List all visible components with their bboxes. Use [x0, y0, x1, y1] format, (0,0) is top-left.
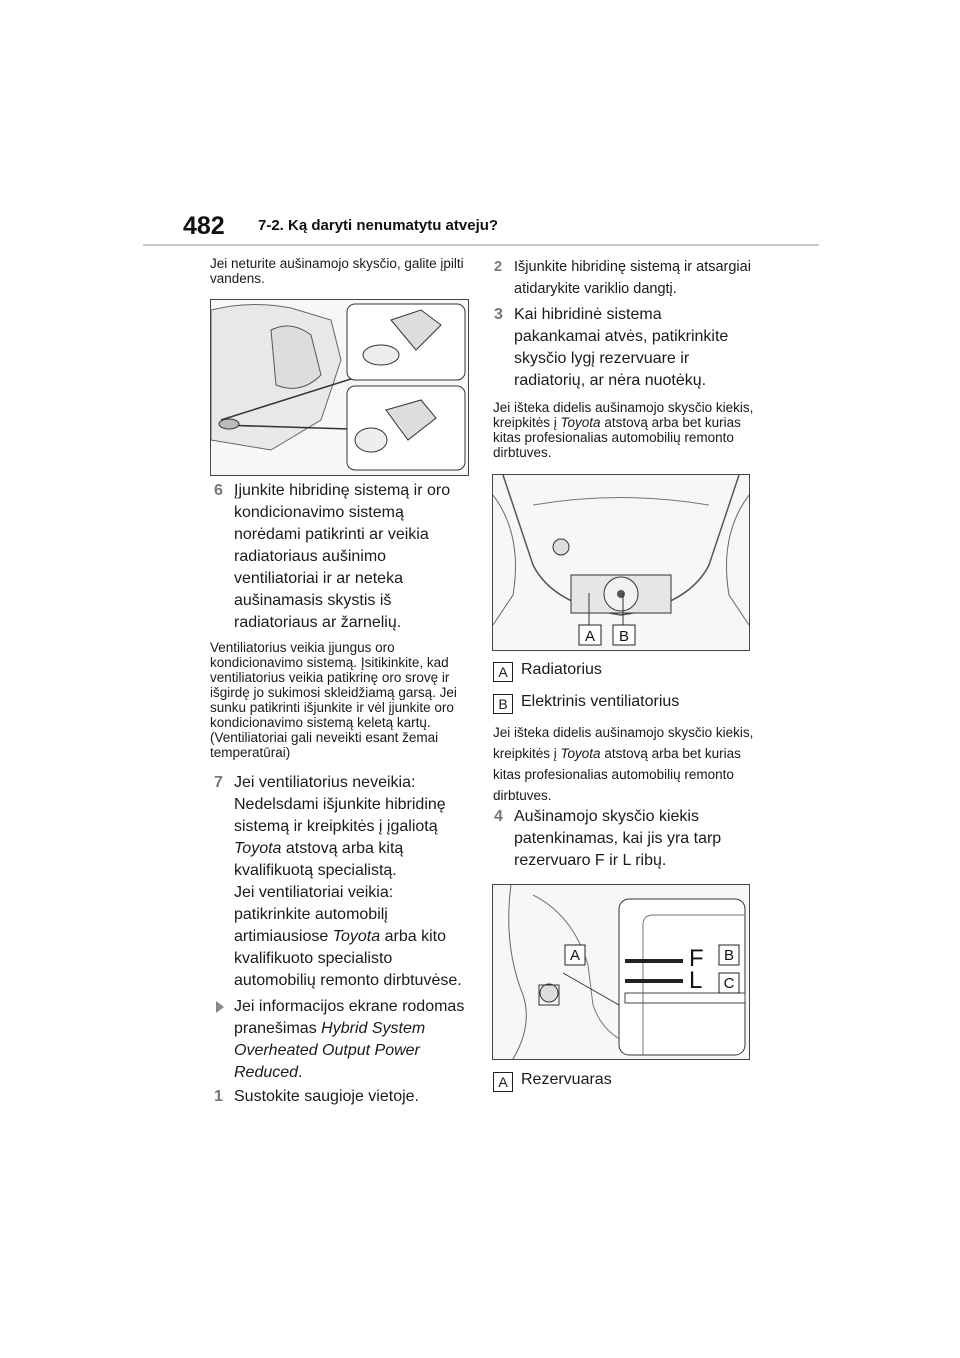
- step-7-line4-post: arba kito kvalifikuoto specialisto automobilių remonto dirbtuvėse.: [234, 928, 462, 989]
- step-1-number: 1: [214, 1088, 223, 1105]
- brand-name: Toyota: [332, 928, 381, 945]
- step-7: [210, 772, 472, 992]
- figure-reservoir: [492, 884, 750, 1060]
- figure-radiator: [492, 474, 750, 651]
- bullet-hybrid-message: [210, 996, 472, 1084]
- level-l-mark: L: [689, 967, 703, 994]
- step-7-line1: Jei ventiliatorius neveikia:: [234, 774, 416, 791]
- legend-tag: B: [493, 694, 513, 714]
- step-6-number: 6: [214, 482, 223, 499]
- fan-note: [210, 640, 472, 760]
- step-2: [490, 256, 752, 300]
- section-title: 7-2. Ką daryti nenumatytu atveju?: [258, 217, 499, 234]
- brand-name: Toyota: [234, 840, 282, 857]
- legend-text: Elektrinis ventiliatorius: [521, 693, 680, 710]
- leak-note-2-post: atstovą arba bet kurias kitas profesionalias automobilių remonto dirbtuves.: [493, 746, 741, 803]
- legend-text: Radiatorius: [521, 661, 602, 678]
- step-2-number: 2: [494, 259, 503, 275]
- step-7-line2-pre: Nedelsdami išjunkite hibridinę sistemą ir kreipkitės į įgaliotą: [234, 796, 446, 835]
- figure-label-b: B: [618, 628, 630, 645]
- brand-name: Toyota: [560, 415, 601, 430]
- leak-note-1-pre: Jei išteka didelis aušinamojo skysčio kiekis, kreipkitės į: [493, 400, 754, 430]
- intro-note-text: Jei neturite aušinamojo skysčio, galite įpilti vandens.: [210, 256, 464, 286]
- fan-note-text: Ventiliatorius veikia įjungus oro kondicionavimo sistemą. Įsitikinkite, kad ventiliatorius veikia patikrinę oro srovę ir išgirdę jo sukimosi skleidžiamą garsą. Jei sunku patikrinti išjunkite ir vėl įjunkite oro kondicionavimo sistemą keletą kartų. (Ventiliatoriai gali neveikti esant žemai temperatūrai): [210, 640, 457, 760]
- figure-label-c: C: [723, 975, 735, 992]
- legend-fan: [493, 692, 679, 714]
- reservoir-illustration: [493, 885, 749, 1059]
- step-4: [490, 806, 752, 872]
- leak-note-1-post: atstovą arba bet kurias kitas profesionalias automobilių remonto dirbtuves.: [493, 415, 741, 460]
- step-6: [210, 480, 472, 634]
- figure-label-a: A: [584, 628, 596, 645]
- step-7-line2-post: atstovą arba kitą kvalifikuotą specialistą.: [234, 840, 404, 879]
- step-1-text: Sustokite saugioje vietoje.: [234, 1088, 419, 1105]
- step-3-number: 3: [494, 306, 503, 323]
- step-1: [210, 1086, 472, 1108]
- step-4-number: 4: [494, 808, 503, 825]
- figure-label-b: B: [723, 947, 735, 964]
- legend-reservoir: [493, 1070, 612, 1092]
- leak-note-2: [493, 722, 755, 806]
- step-7-line4-pre: patikrinkite automobilį artimiausiose: [234, 906, 388, 945]
- step-4-text: Aušinamojo skysčio kiekis patenkinamas, kai jis yra tarp rezervuaro F ir L ribų.: [514, 808, 722, 869]
- legend-radiator: [493, 660, 602, 682]
- header-divider: [143, 244, 819, 246]
- leak-note-1: [493, 400, 755, 460]
- figure-coolant-refill: [210, 299, 469, 476]
- step-3-text: Kai hibridinė sistema pakankamai atvės, patikrinkite skysčio lygį rezervuare ir radiatorių, ar nėra nuotėkų.: [514, 306, 729, 389]
- leak-note-2-pre: Jei išteka didelis aušinamojo skysčio kiekis, kreipkitės į: [493, 725, 754, 761]
- legend-tag: A: [493, 1072, 513, 1092]
- bullet-triangle-icon: [216, 1001, 224, 1013]
- legend-tag: A: [493, 662, 513, 682]
- step-2-text: Išjunkite hibridinę sistemą ir atsargiai atidarykite variklio dangtį.: [514, 259, 751, 297]
- intro-note: [210, 256, 472, 286]
- step-7-number: 7: [214, 774, 223, 791]
- bullet-message: Hybrid System Overheated Output Power Reduced: [234, 1020, 426, 1081]
- legend-text: Rezervuaras: [521, 1071, 612, 1088]
- bullet-text-pre: Jei informacijos ekrane rodomas pranešimas: [234, 998, 465, 1037]
- brand-name: Toyota: [560, 746, 601, 761]
- radiator-illustration: [493, 475, 749, 650]
- bullet-text-post: .: [298, 1064, 303, 1081]
- page-number: 482: [183, 212, 225, 240]
- step-6-text: Įjunkite hibridinę sistemą ir oro kondicionavimo sistemą norėdami patikrinti ar veikia radiatoriaus aušinimo ventiliatoriai ir ar neteka aušinamasis skystis iš radiatoriaus ar žarnelių.: [234, 482, 451, 631]
- step-7-line3: Jei ventiliatoriai veikia:: [234, 884, 394, 901]
- figure-label-a: A: [569, 947, 581, 964]
- level-f-mark: F: [689, 945, 704, 972]
- coolant-refill-illustration: [211, 300, 468, 475]
- step-3: [490, 304, 752, 392]
